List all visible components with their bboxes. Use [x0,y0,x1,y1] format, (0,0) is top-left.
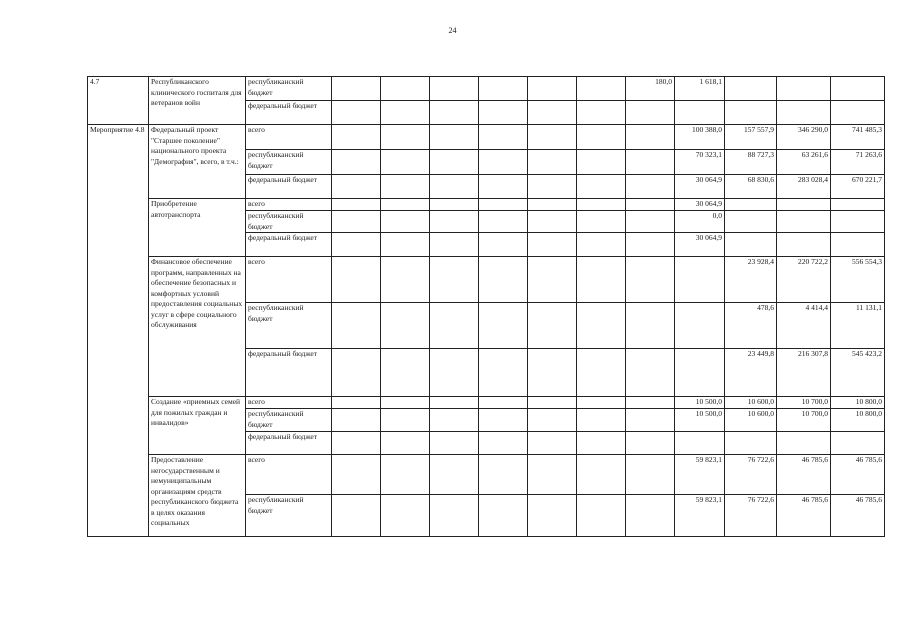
funding-source: республиканский бюджет [246,211,332,233]
value-cell: 216 307,8 [777,349,831,397]
funding-source: всего [246,397,332,409]
item-number: 4.7 [88,77,149,125]
funding-source: федеральный бюджет [246,432,332,455]
value-cell: 76 722,6 [725,455,777,495]
value-cell [831,77,885,101]
table-row [88,455,885,495]
value-cell [831,101,885,125]
value-cell: 71 263,6 [831,150,885,175]
value-cell: 478,6 [725,303,777,349]
value-cell [831,432,885,455]
funding-source: республиканский бюджет [246,77,332,101]
value-cell [725,77,777,101]
value-cell: 46 785,6 [831,495,885,537]
value-cell [777,77,831,101]
item-name: Федеральный проект "Старшее поколение" национального проекта "Демография", всего, в т.ч.: [149,125,246,199]
value-cell: 10 800,0 [831,409,885,432]
value-cell: 68 830,6 [725,175,777,199]
value-cell: 23 928,4 [725,257,777,303]
funding-source: республиканский бюджет [246,150,332,175]
value-cell: 88 727,3 [725,150,777,175]
item-name: Республиканского клинического госпиталя для ветеранов войн [149,77,246,125]
funding-source: всего [246,455,332,495]
value-cell: 1 618,1 [675,77,725,101]
value-cell [777,432,831,455]
value-cell [725,101,777,125]
value-cell: 10 500,0 [675,409,725,432]
value-cell: 346 290,0 [777,125,831,150]
table-row [88,77,885,101]
value-cell: 63 261,6 [777,150,831,175]
value-cell [777,211,831,233]
value-cell: 10 600,0 [725,409,777,432]
value-cell [831,233,885,257]
value-cell: 59 823,1 [675,495,725,537]
value-cell [675,432,725,455]
value-cell [831,211,885,233]
value-cell: 11 131,1 [831,303,885,349]
funding-source: всего [246,257,332,303]
table-row [88,257,885,303]
budget-table [87,76,885,537]
funding-source: всего [246,199,332,211]
value-cell: 10 500,0 [675,397,725,409]
funding-source: федеральный бюджет [246,233,332,257]
value-cell: 10 800,0 [831,397,885,409]
value-cell [777,101,831,125]
value-cell: 23 449,8 [725,349,777,397]
value-cell: 10 600,0 [725,397,777,409]
value-cell [675,101,725,125]
funding-source: республиканский бюджет [246,495,332,537]
value-cell: 59 823,1 [675,455,725,495]
value-cell: 180,0 [626,77,675,101]
value-cell: 4 414,4 [777,303,831,349]
funding-source: федеральный бюджет [246,349,332,397]
table-row [88,199,885,211]
item-number: Мероприятие 4.8 [88,125,149,537]
sub-item-name: Приобретение автотранспорта [149,199,246,257]
value-cell: 545 423,2 [831,349,885,397]
value-cell: 30 064,9 [675,175,725,199]
sub-item-name: Предоставление негосударственным и немуниципальным организациям средств республиканского бюджета в целях оказания социальных [149,455,246,537]
value-cell: 283 028,4 [777,175,831,199]
value-cell: 0,0 [675,211,725,233]
value-cell: 556 554,3 [831,257,885,303]
value-cell: 30 064,9 [675,233,725,257]
table-row [88,397,885,409]
value-cell [725,432,777,455]
value-cell: 741 485,3 [831,125,885,150]
value-cell: 46 785,6 [777,495,831,537]
table-row [88,125,885,150]
value-cell [725,199,777,211]
value-cell [777,199,831,211]
funding-source: всего [246,125,332,150]
value-cell: 670 221,7 [831,175,885,199]
funding-source: республиканский бюджет [246,409,332,432]
funding-source: федеральный бюджет [246,101,332,125]
value-cell: 76 722,6 [725,495,777,537]
value-cell: 70 323,1 [675,150,725,175]
value-cell: 220 722,2 [777,257,831,303]
value-cell [725,233,777,257]
value-cell: 10 700,0 [777,409,831,432]
value-cell: 157 557,9 [725,125,777,150]
funding-source: республиканский бюджет [246,303,332,349]
value-cell: 10 700,0 [777,397,831,409]
value-cell [777,233,831,257]
funding-source: федеральный бюджет [246,175,332,199]
sub-item-name: Создание «приемных семей для пожилых граждан и инвалидов» [149,397,246,455]
value-cell [725,211,777,233]
value-cell: 30 064,9 [675,199,725,211]
value-cell [626,101,675,125]
sub-item-name: Финансовое обеспечение программ, направленных на обеспечение безопасных и комфортных условий предоставления социальных услуг в сфере социального обслуживания [149,257,246,397]
page-number: 24 [448,26,457,35]
value-cell [831,199,885,211]
value-cell: 46 785,6 [831,455,885,495]
value-cell: 46 785,6 [777,455,831,495]
value-cell: 100 388,0 [675,125,725,150]
